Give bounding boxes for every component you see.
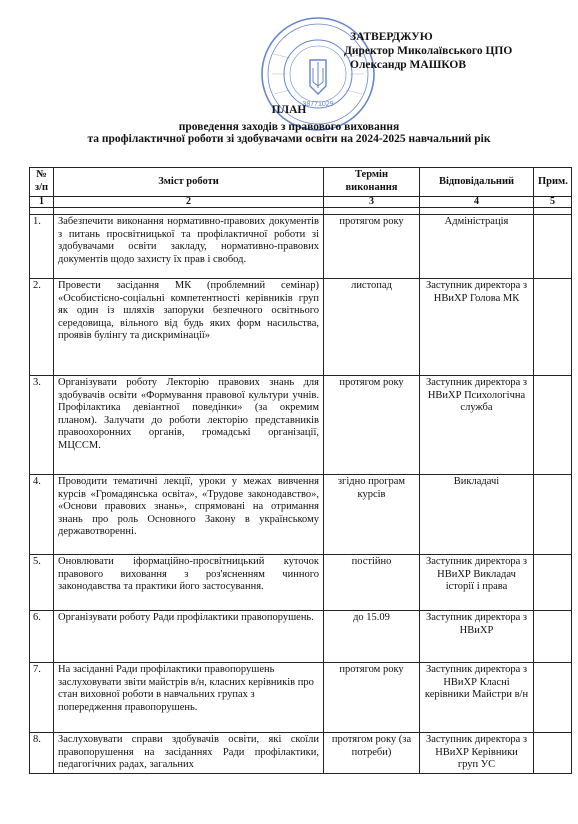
approval-heading: ЗАТВЕРДЖУЮ [350, 31, 433, 43]
row-term: протягом року [324, 663, 420, 733]
approval-position: Директор Миколаївського ЦПО [344, 45, 513, 57]
col-number: 1 [30, 197, 54, 208]
row-note [534, 376, 572, 475]
row-responsible: Адміністрація [420, 215, 534, 279]
table-row [30, 215, 572, 279]
row-responsible: Заступник директора з НВиХР Психологічна служба [420, 376, 534, 475]
row-responsible: Заступник директора з НВиХР Викладач історії і права [420, 555, 534, 611]
table-header-row [30, 168, 572, 197]
table-row [30, 376, 572, 475]
row-num: 7. [30, 663, 54, 733]
row-term: протягом року (за потреби) [324, 733, 420, 774]
row-num: 6. [30, 611, 54, 663]
col-header-responsible: Відповідальний [420, 168, 534, 197]
row-content: Провести засідання МК (проблемний семінар) «Особистісно-соціальні компетентності керівників груп як один із шляхів запоруки безпечного освітнього середовища, вільного від будь яких форм насильства, проявів булінгу та дискримінації» [54, 279, 324, 376]
row-num: 2. [30, 279, 54, 376]
row-content: На засіданні Ради профілактики правопорушень заслуховувати звіти майстрів в/н, класних керівників про стан виховної роботи в навчальних групах з попередження правопорушень. [54, 663, 324, 733]
row-note [534, 475, 572, 555]
row-content: Проводити тематичні лекції, уроки у межах вивчення курсів «Громадянська освіта», «Трудове законодавство», «Основи правових знань», спрямовані на отримання знань про роль Основного Закону в українському державотворенні. [54, 475, 324, 555]
col-number: 4 [420, 197, 534, 208]
approval-signatory: Олександр МАШКОВ [350, 59, 467, 71]
row-note [534, 663, 572, 733]
col-header-num: № з/п [30, 168, 54, 197]
table-row [30, 733, 572, 774]
table-row [30, 555, 572, 611]
row-responsible: Викладачі [420, 475, 534, 555]
col-header-note: Прим. [534, 168, 572, 197]
row-term: протягом року [324, 376, 420, 475]
row-content: Організувати роботу Ради профілактики правопорушень. [54, 611, 324, 663]
row-note [534, 279, 572, 376]
row-num: 4. [30, 475, 54, 555]
row-content: Заслуховувати справи здобувачів освіти, які скоїли правопорушення на засіданнях Ради профілактики, педагогічних радах, загальних [54, 733, 324, 774]
row-responsible: Заступник директора з НВиХР Керівники груп УС [420, 733, 534, 774]
plan-table [29, 167, 572, 774]
document-title: ПЛАН [271, 104, 307, 116]
row-term: постійно [324, 555, 420, 611]
row-term: до 15.09 [324, 611, 420, 663]
document-subtitle-line2: та профілактичної роботи зі здобувачами освіти на 2024-2025 навчальний рік [87, 133, 491, 145]
row-num: 5. [30, 555, 54, 611]
row-note [534, 611, 572, 663]
col-number: 2 [54, 197, 324, 208]
table-row [30, 611, 572, 663]
col-number: 3 [324, 197, 420, 208]
row-term: протягом року [324, 215, 420, 279]
row-note [534, 555, 572, 611]
col-header-content: Зміст роботи [54, 168, 324, 197]
row-num: 1. [30, 215, 54, 279]
document-subtitle-line1: проведення заходів з правового виховання [178, 121, 400, 133]
row-responsible: Заступник директора з НВиХР Класні керівники Майстри в/н [420, 663, 534, 733]
row-content: Забезпечити виконання нормативно-правових документів з питань просвітницької та профілактичної роботи зі здобувачами освіти закладу, нормативно-правових документів щодо захисту їх прав і свобод. [54, 215, 324, 279]
row-num: 8. [30, 733, 54, 774]
table-row [30, 475, 572, 555]
row-content: Оновлювати іформаційно-просвітницький куточок правового виховання з роз'ясненням чинного законодавства та практики його застосування. [54, 555, 324, 611]
row-responsible: Заступник директора з НВиХР [420, 611, 534, 663]
col-number: 5 [534, 197, 572, 208]
col-header-term: Термін виконання [324, 168, 420, 197]
table-row [30, 279, 572, 376]
row-term: згідно програм курсів [324, 475, 420, 555]
row-term: листопад [324, 279, 420, 376]
row-num: 3. [30, 376, 54, 475]
stamp-number: 38771029 [302, 101, 334, 108]
row-note [534, 215, 572, 279]
row-responsible: Заступник директора з НВиХР Голова МК [420, 279, 534, 376]
approval-block [344, 30, 512, 72]
spacer-row [30, 208, 572, 215]
row-content: Організувати роботу Лекторію правових знань для здобувачів освіти «Формування правової культури учнів. Профілактика девіантної поведінки» (за окремим планом). Залучати до роботи лекторію представників правоохоронних органів, громадські організації, МЦССМ. [54, 376, 324, 475]
column-number-row [30, 197, 572, 208]
table-row [30, 663, 572, 733]
row-note [534, 733, 572, 774]
